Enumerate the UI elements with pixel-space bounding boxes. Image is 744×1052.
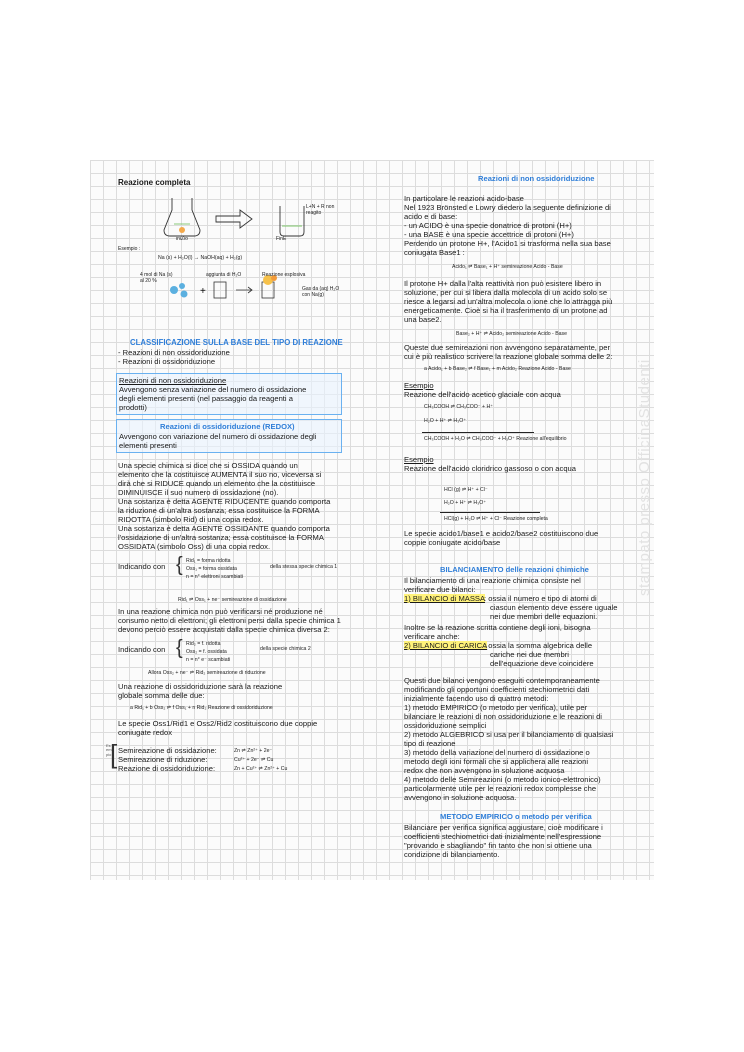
- example1-title: Esempio: [404, 381, 434, 390]
- bilanciamento-mid-2: verificare anche:: [404, 632, 460, 641]
- ind2-item-1: Rid₂ = f. ridotta: [186, 641, 221, 647]
- example2-eq-2: H₂O + H⁺ ⇌ H₃O⁺: [444, 500, 487, 506]
- ind1-item-3: n = n° elettroni scambiati: [186, 574, 244, 580]
- svg-text:+: +: [200, 286, 206, 297]
- side-label-esempio: Esempio: [106, 743, 112, 757]
- box2-line-1: Avvengono con variazione del numero di ossidazione degli: [119, 432, 317, 441]
- ind1-item-1: Rid₁ = forma ridotta: [186, 558, 231, 564]
- bilancio-carica-text-1: : ossia la somma algebrica delle: [484, 641, 593, 650]
- classification-title: CLASSIFICAZIONE SULLA BASE DEL TIPO DI REAZIONE: [130, 338, 343, 347]
- brace-2: {: [176, 637, 183, 659]
- example2-text: Reazione dell'acido cloridrico gassoso o con acqua: [404, 464, 576, 473]
- heading-reazione-completa: Reazione completa: [118, 178, 191, 187]
- bilancio-carica-text-2: cariche nei due membri: [490, 650, 569, 659]
- example1-eq-1: CH₃COOH ⇌ CH₃COO⁻ + H⁺: [424, 404, 493, 410]
- figure-note-3: Reazione esplosiva: [262, 272, 306, 278]
- semi-list-label-2: Semireazione di riduzione:: [118, 755, 208, 764]
- semi-list-eq-1: Zn ⇌ Zn²⁺ + 2e⁻: [234, 748, 273, 754]
- bilanciamento-line-2: verificare due bilanci:: [404, 585, 476, 594]
- right-eq-1: Acido₁ ⇌ Base₁ + H⁺ semireazione Acido - Base: [452, 264, 563, 270]
- metodo-empirico-title: METODO EMPIRICO o metodo per verifica: [440, 812, 592, 821]
- beaker-end-label: FinE: [276, 236, 287, 242]
- right-eq-2: Base₂ + H⁺ ⇌ Acido₂ semireazione Acido - Base: [456, 331, 568, 337]
- example2-title: Esempio: [404, 455, 434, 464]
- bilancio-massa-text-3: nei due membri delle equazioni.: [490, 612, 598, 621]
- box2-title: Reazioni di ossidoriduzione (REDOX): [160, 422, 295, 431]
- global-equation: a Rid₁ + b Oss₂ ⇌ f Oss₁ + n Rid₂ Reazione di ossidoriduzione: [130, 705, 273, 711]
- beaker-note: L+N + R non reagito: [306, 204, 335, 216]
- bilanciamento-line-1: Il bilanciamento di una reazione chimica consiste nel: [404, 576, 581, 585]
- classification-item-1: - Reazioni di non ossidoriduzione: [118, 348, 230, 357]
- semi-list-label-3: Reazione di ossidoriduzione:: [118, 764, 216, 773]
- ind2-item-2: Oss₂ = f. ossidata: [186, 649, 227, 655]
- right-eq-3: a Acido₁ + b Base₂ ⇌ f Base₁ + m Acido₂ Reazione Acido - Base: [424, 366, 571, 372]
- box1-line-3: prodotti): [119, 403, 147, 412]
- ind1-item-2: Oss₁ = forma ossidata: [186, 566, 237, 572]
- beaker-start-label: iniZio: [176, 236, 188, 242]
- figure-note-1: 4 mol di Na (s) al 20 %: [140, 272, 173, 284]
- box1-title: Reazioni di non ossidoriduzione: [119, 376, 227, 385]
- indicando-label-2: Indicando con: [118, 645, 166, 654]
- bilanciamento-mid-1: Inoltre se la reazione scritta contiene degli ioni, bisogna: [404, 623, 591, 632]
- semi-ox-equation: Rid₁ ⇌ Oss₁ + ne⁻ semireazione di ossidazione: [178, 597, 287, 603]
- bilanciamento-title: BILANCIAMENTO delle reazioni chimiche: [440, 565, 589, 574]
- bilancio-carica-label: 2) BILANCIO di CARICA: [404, 641, 488, 650]
- box1-line-2: degli elementi presenti (nel passaggio da reagenti a: [119, 394, 293, 403]
- indicando-label-1: Indicando con: [118, 562, 166, 571]
- bracket-semireazioni: [: [110, 739, 118, 769]
- example1-text: Reazione dell'acido acetico glaciale con acqua: [404, 390, 561, 399]
- semi-list-eq-3: Zn + Cu²⁺ ⇌ Zn²⁺ + Cu: [234, 766, 288, 772]
- brace-1: {: [176, 554, 183, 576]
- example2-sum-line: [440, 512, 540, 513]
- example2-eq-1: HCl (g) ⇌ H⁺ + Cl⁻: [444, 487, 488, 493]
- bilancio-carica-text-3: dell'equazione deve coincidere: [490, 659, 594, 668]
- ind1-note: della stessa specie chimica 1: [270, 564, 338, 570]
- example1-sum-line: [422, 432, 534, 433]
- semi-list-eq-2: Cu²⁺ + 2e⁻ ⇌ Cu: [234, 757, 274, 763]
- ind2-item-3: n = n° e⁻ scambiati: [186, 657, 231, 663]
- ind2-note: della specie chimica 2: [260, 646, 311, 652]
- right-title: Reazioni di non ossidoriduzione: [478, 174, 595, 183]
- bilancio-massa-text-1: : ossia il numero e tipo di atomi di: [484, 594, 597, 603]
- example1-eq-2: H₂O + H⁺ ⇌ H₃O⁺: [424, 418, 467, 424]
- esempio-label: Esempio :: [118, 246, 141, 252]
- bilancio-massa-text-2: ciascun elemento deve essere uguale: [490, 603, 618, 612]
- bilancio-massa-label: 1) BILANCIO di MASSA: [404, 594, 486, 603]
- watermark: stampato presso OfficinaStudenti: [636, 359, 653, 596]
- classification-item-2: - Reazioni di ossidoriduzione: [118, 357, 216, 366]
- semi-red-equation: Allora Oss₂ + ne⁻ ⇌ Rid₂ semireazione di riduzione: [148, 670, 266, 676]
- esempio-equation: Na (s) + H₂O(l) → NaOH(aq) + H₂(g): [158, 255, 243, 261]
- semi-list-label-1: Semireazione di ossidazione:: [118, 746, 217, 755]
- figure-note-2: aggiunta di H₂O: [206, 272, 242, 278]
- example1-eq-3: CH₃COOH + H₂O ⇌ CH₃COO⁻ + H₃O⁺ Reazione all'equilibrio: [424, 436, 567, 442]
- box2-line-2: elementi presenti: [119, 441, 177, 450]
- example2-eq-3: HCl(g) + H₂O ⇌ H⁺ + Cl⁻ Reazione completa: [444, 516, 548, 522]
- box1-line-1: Avvengono senza variazione del numero di ossidazione: [119, 385, 307, 394]
- figure-note-4: Gas da (aq) H₂O con Na(g): [302, 286, 340, 298]
